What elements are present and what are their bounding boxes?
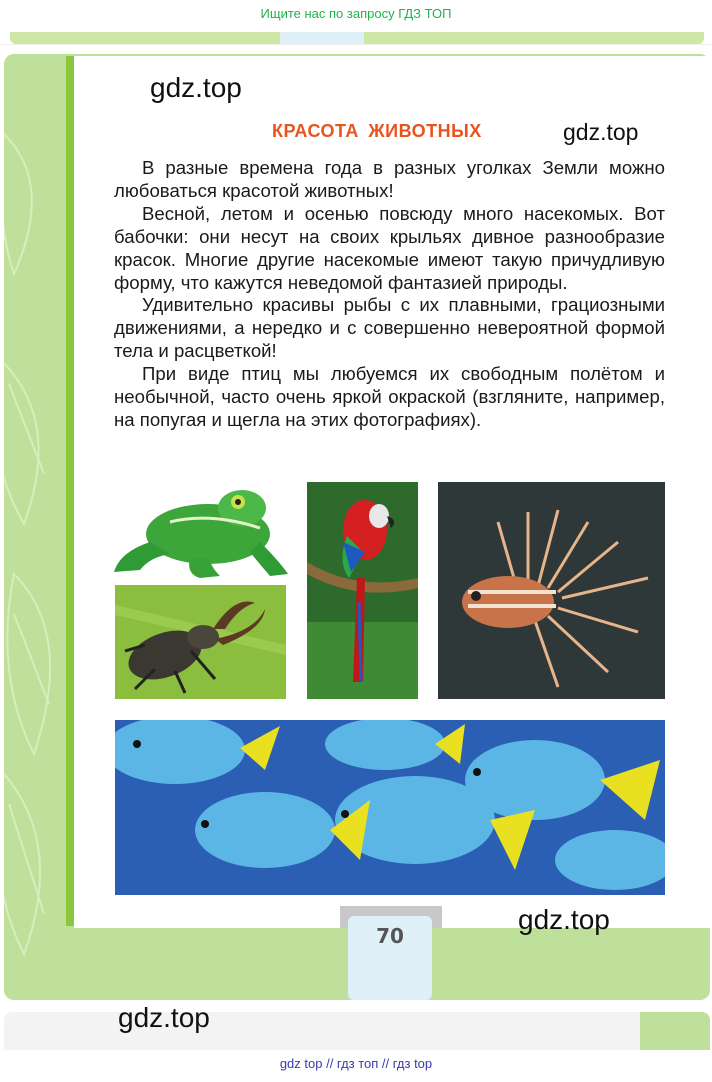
paragraph: Весной, летом и осенью повсюду много насекомых. Вот бабочки: они несут на своих крыльях дивное разнообразие красок. Многие другие насекомые имеют такую причудливую форму, что кажутся неведомой фантазией природы. xyxy=(114,202,665,293)
lionfish-photo xyxy=(438,482,665,699)
next-page-edge xyxy=(4,1012,710,1050)
page-left-accent-bar xyxy=(66,56,74,926)
watermark-text: gdz.top xyxy=(118,1002,210,1033)
paragraph: Удивительно красивы рыбы с их плавными, грациозными движениями, а нередко и с совершенно невероятной формой тела и расцветкой! xyxy=(114,294,665,362)
search-hint-text[interactable]: Ищите нас по запросу ГДЗ ТОП xyxy=(260,6,452,21)
page-heading: КРАСОТА ЖИВОТНЫХ xyxy=(272,121,482,141)
body-text xyxy=(114,157,665,432)
watermark-text: gdz.top xyxy=(563,119,639,145)
watermark-text: gdz.top xyxy=(518,904,610,935)
watermark-text: gdz.top xyxy=(150,72,242,103)
paragraph: В разные времена года в разных уголках Земли можно любоваться красотой животных! xyxy=(114,157,665,201)
footer-links[interactable]: gdz top // гдз топ // гдз top xyxy=(279,1056,433,1071)
blue-fish-photo xyxy=(115,720,665,895)
leaf-decoration-icon xyxy=(4,54,74,1000)
frog-photo xyxy=(110,482,296,582)
parrot-photo xyxy=(307,482,418,699)
previous-page-edge xyxy=(10,32,704,44)
page-number: 70 xyxy=(376,924,404,948)
beetle-photo xyxy=(115,585,286,699)
paragraph: При виде птиц мы любуемся их свободным полётом и необычной, часто очень яркой окраской (взгляните, например, на попугая и щегла на этих фотографиях). xyxy=(114,363,665,430)
